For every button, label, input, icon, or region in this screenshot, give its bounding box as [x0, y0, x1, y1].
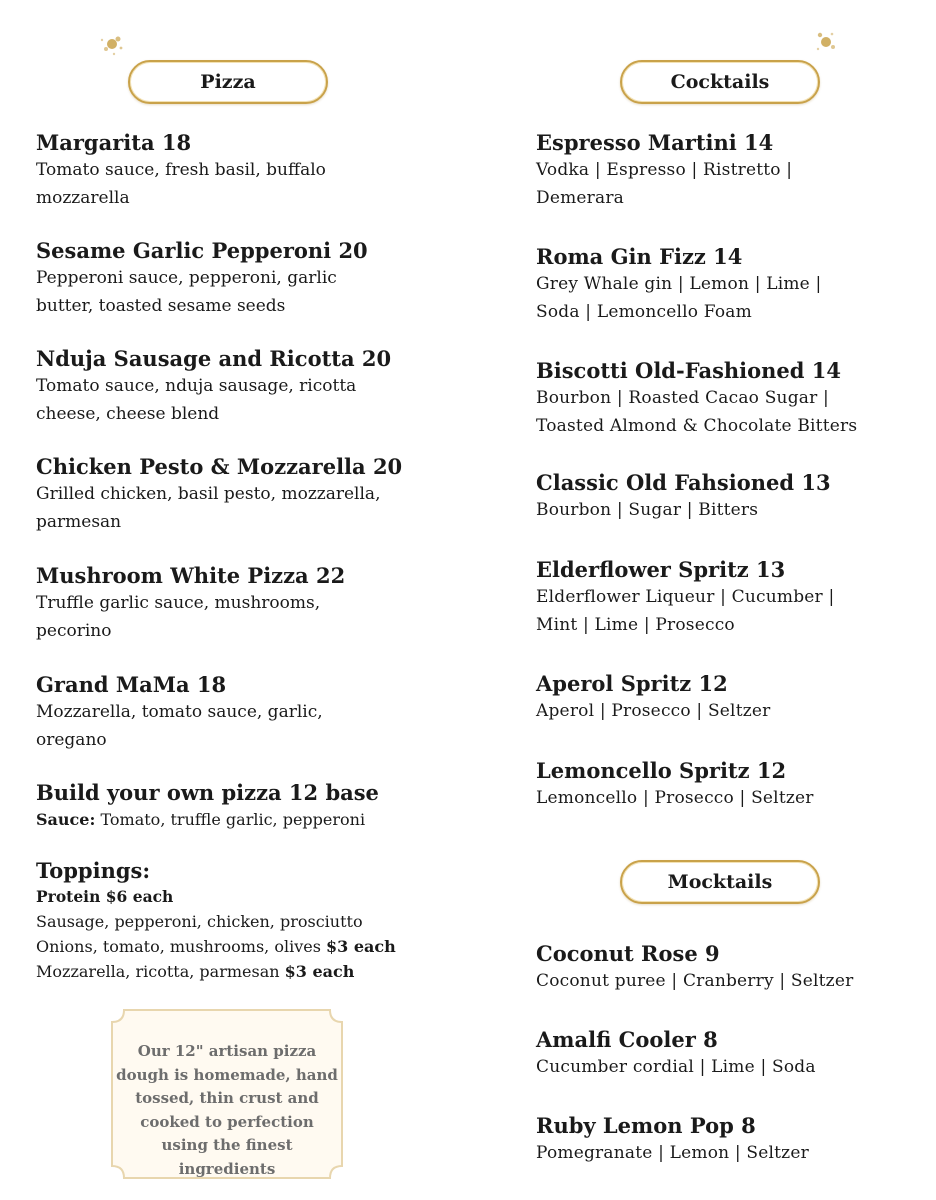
item-description: Grey Whale gin | Lemon | Lime | Soda | Lemoncello Foam	[536, 274, 822, 322]
pizza-heading: Pizza	[128, 60, 328, 104]
cheese-price: $3 each	[284, 962, 355, 981]
dough-note-card	[110, 1008, 344, 1180]
item-title: Lemoncello Spritz 12	[536, 758, 787, 783]
cheese-list: Mozzarella, ricotta, parmesan	[36, 962, 285, 981]
cocktails-heading: Cocktails	[620, 60, 820, 104]
menu-item	[536, 941, 926, 995]
item-description: Tomato sauce, fresh basil, buffalo mozzarella	[36, 160, 326, 208]
item-description: Tomato sauce, nduja sausage, ricotta cheese, cheese blend	[36, 376, 357, 424]
menu-item	[536, 1113, 926, 1167]
menu-item	[536, 671, 926, 725]
menu-item	[36, 238, 456, 320]
menu-item	[36, 130, 456, 212]
item-title: Grand MaMa 18	[36, 672, 227, 697]
item-title: Biscotti Old-Fashioned 14	[536, 358, 841, 383]
item-title: Amalfi Cooler 8	[536, 1027, 718, 1052]
item-description: Lemoncello | Prosecco | Seltzer	[536, 788, 814, 808]
sauce-label: Sauce:	[36, 810, 96, 829]
item-description: Elderflower Liqueur | Cucumber | Mint | Lime | Prosecco	[536, 587, 835, 635]
item-title: Coconut Rose 9	[536, 941, 720, 966]
item-description: Truffle garlic sauce, mushrooms, pecorino	[36, 593, 321, 641]
item-title: Margarita 18	[36, 130, 192, 155]
item-description: Aperol | Prosecco | Seltzer	[536, 701, 771, 721]
veg-line	[36, 934, 456, 959]
item-title: Chicken Pesto & Mozzarella 20	[36, 454, 403, 479]
item-description: Cucumber cordial | Lime | Soda	[536, 1057, 816, 1077]
sauce-line	[36, 806, 456, 834]
build-your-own	[36, 780, 456, 834]
item-description: Coconut puree | Cranberry | Seltzer	[536, 971, 854, 991]
item-title: Classic Old Fahsioned 13	[536, 470, 831, 495]
item-title: Mushroom White Pizza 22	[36, 563, 346, 588]
toppings	[36, 858, 456, 984]
menu-item	[536, 758, 926, 812]
item-title: Espresso Martini 14	[536, 130, 774, 155]
item-title: Roma Gin Fizz 14	[536, 244, 743, 269]
dough-note-text: Our 12" artisan pizza dough is homemade, hand tossed, thin crust and cooked to perfection using the finest ingredients	[116, 1042, 338, 1178]
menu-item	[536, 470, 926, 524]
item-title: Nduja Sausage and Ricotta 20	[36, 346, 392, 371]
item-description: Mozzarella, tomato sauce, garlic, oregano	[36, 702, 323, 750]
menu-item	[36, 346, 456, 428]
item-description: Bourbon | Sugar | Bitters	[536, 500, 759, 520]
veg-price: $3 each	[326, 937, 396, 956]
veg-list: Onions, tomato, mushrooms, olives	[36, 937, 326, 956]
protein-price: Protein $6 each	[36, 887, 174, 906]
menu-item	[36, 672, 456, 754]
item-description: Bourbon | Roasted Cacao Sugar | Toasted Almond & Chocolate Bitters	[536, 388, 858, 436]
mocktails-heading: Mocktails	[620, 860, 820, 904]
menu-item	[536, 1027, 926, 1081]
menu-item	[536, 130, 926, 212]
item-title: Sesame Garlic Pepperoni 20	[36, 238, 368, 263]
gold-splatter-icon	[94, 26, 134, 66]
menu-item	[36, 454, 456, 536]
menu-item	[536, 244, 926, 326]
item-description: Pomegranate | Lemon | Seltzer	[536, 1143, 809, 1163]
protein-list: Sausage, pepperoni, chicken, prosciutto	[36, 912, 363, 931]
item-title: Elderflower Spritz 13	[536, 557, 786, 582]
item-title: Aperol Spritz 12	[536, 671, 728, 696]
gold-splatter-icon	[806, 22, 846, 62]
item-title: Ruby Lemon Pop 8	[536, 1113, 756, 1138]
toppings-title: Toppings:	[36, 858, 151, 883]
menu-item	[536, 557, 926, 639]
item-description: Vodka | Espresso | Ristretto | Demerara	[536, 160, 793, 208]
build-title: Build your own pizza 12 base	[36, 780, 379, 805]
item-description: Pepperoni sauce, pepperoni, garlic butter, toasted sesame seeds	[36, 268, 337, 316]
menu-item	[536, 358, 926, 440]
item-description: Grilled chicken, basil pesto, mozzarella, parmesan	[36, 484, 381, 532]
sauce-options: Tomato, truffle garlic, pepperoni	[95, 810, 366, 829]
cheese-line	[36, 959, 456, 984]
menu-item	[36, 563, 456, 645]
